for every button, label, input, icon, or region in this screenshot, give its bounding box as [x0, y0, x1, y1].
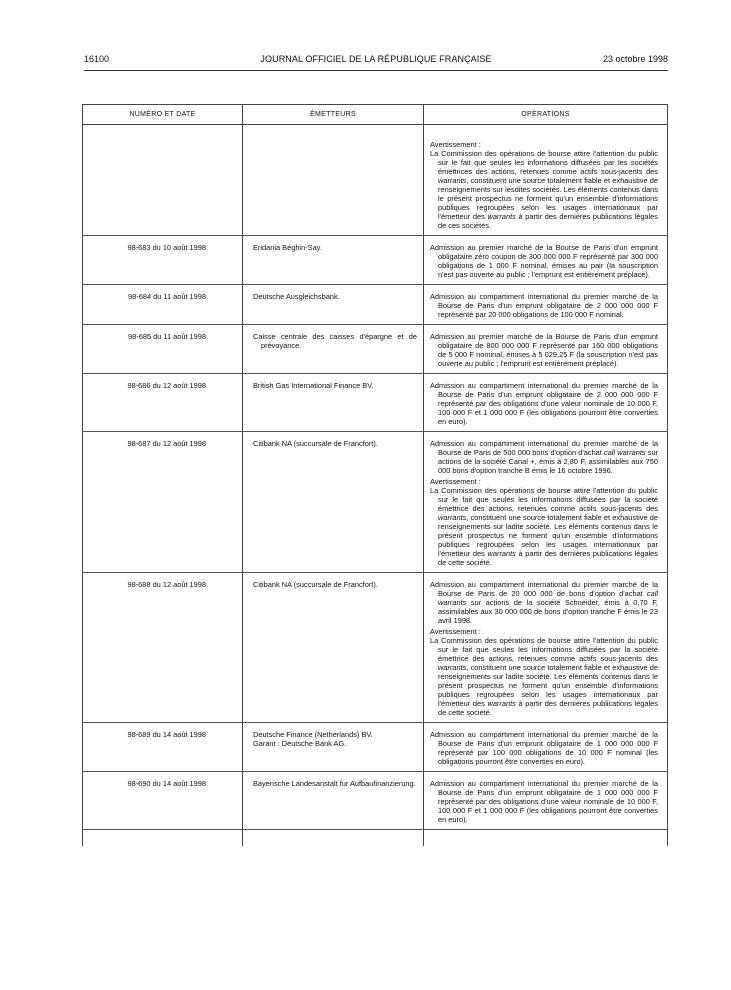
row-emetteur: British Gas International Finance BV.: [253, 381, 374, 390]
empty-cell: [424, 830, 668, 847]
row-numero: 98-689 du 14 août 1998: [83, 723, 243, 772]
row-numero: [83, 125, 243, 236]
row-emetteur-garant: Garant : Deutsche Bank AG.: [253, 739, 347, 748]
table-row: [83, 723, 668, 772]
row-numero: 98-686 du 12 août 1998: [83, 374, 243, 432]
row-emetteur-cell: [243, 325, 424, 374]
row-operation: Admission au premier marché de la Bourse de Paris d'un emprunt obligataire de 800 000 000 F représenté par 160 000 obligations de 5 000 F nominal, émises à 5 029,25 F (la souscription n'est pas ouverte au public ; l'emprunt est entièrement préplacé).: [430, 332, 658, 368]
row-operation-cell: [424, 772, 668, 830]
column-header-numero: NUMÉRO ET DATE: [83, 105, 243, 125]
table-row: [83, 432, 668, 573]
row-emetteur: Caisse centrale des caisses d'épargne et de prévoyance.: [253, 332, 417, 350]
table-row: [83, 236, 668, 285]
avertissement-text: La Commission des opérations de bourse attire l'attention du public sur le fait que seules les informations diffusées par les sociétés émettrices des actions, retenues comme actifs sous-jacents des warrants, constituent une source totalement fiable et exhaustive de renseignements sur lesdites sociétés. Les éléments contenus dans le présent prospectus ne forment qu'un ensemble d'informations publiques regroupées selon les usages internationaux par l'émetteur des warrants à partir des dernières publications légales de ces sociétés.: [430, 149, 658, 230]
table-row: [83, 772, 668, 830]
table-row: [83, 374, 668, 432]
row-operation: Admission au compartiment international du premier marché de la Bourse de Paris d'un emprunt obligataire de 1 000 000 000 F représenté par 100 000 obligations de 10 000 F nominal (les obligations pourront être converties en euro).: [430, 730, 658, 766]
row-operation: Admission au compartiment international du premier marché de la Bourse de Paris d'un emprunt obligataire de 2 000 000 000 F représenté par 20 000 obligations de 100 000 F nominal.: [430, 292, 658, 319]
avertissement-label: Avertissement :: [430, 140, 481, 149]
row-emetteur-cell: [243, 573, 424, 723]
avertissement-text: La Commission des opérations de bourse attire l'attention du public sur le fait que seules les informations diffusées par la société émettrice des actions, retenues comme actifs sous-jacents des warrants, constituent une source totalement fiable et exhaustive de renseignements sur ladite société. Les éléments contenus dans le présent prospectus ne forment qu'un ensemble d'informations publiques regroupées selon les usages internationaux par l'émetteur des warrants à partir des dernières publications légales de cette société.: [430, 636, 658, 717]
table-row: [83, 325, 668, 374]
empty-cell: [243, 830, 424, 847]
row-emetteur: Deutsche Finance (Netherlands) BV.: [253, 730, 373, 739]
avertissement-text: La Commission des opérations de bourse attire l'attention du public sur le fait que seules les informations diffusées par la société émettrice des actions, retenues comme actifs sous-jacents des warrants, constituent une source totalement fiable et exhaustive de renseignements sur ladite société. Les éléments contenus dans le présent prospectus ne forment qu'un ensemble d'informations publiques regroupées selon les usages internationaux par l'émetteur des warrants à partir des dernières publications légales de cette société.: [430, 486, 658, 567]
header-rule: [84, 70, 668, 71]
row-emetteur-cell: [243, 236, 424, 285]
row-numero: 98-687 du 12 août 1998: [83, 432, 243, 573]
row-numero: 98-685 du 11 août 1998: [83, 325, 243, 374]
table-row: [83, 573, 668, 723]
table-body: [83, 125, 668, 847]
row-operation: Admission au compartiment international du premier marché de la Bourse de Paris d'un emprunt obligataire de 1 000 000 000 F représenté par des obligations d'une valeur nominale de 10 000 F, 100 000 F et 1 000 000 F (les obligations pourront être converties en euro).: [430, 779, 658, 824]
row-emetteur-cell: [243, 772, 424, 830]
table-row: [83, 285, 668, 325]
row-emetteur-cell: [243, 374, 424, 432]
row-operation-cell: [424, 374, 668, 432]
page-header: [84, 54, 668, 68]
row-emetteur: Citibank NA (succursale de Francfort).: [253, 580, 378, 589]
row-emetteur: Eridania Béghin-Say.: [253, 243, 322, 252]
row-emetteur-cell: [243, 125, 424, 236]
row-emetteur-cell: [243, 285, 424, 325]
row-operation-cell: [424, 573, 668, 723]
row-operation-cell: [424, 723, 668, 772]
avertissement-label: Avertissement :: [430, 477, 481, 486]
row-operation-cell: [424, 432, 668, 573]
row-operation: Admission au compartiment international du premier marché de la Bourse de Paris de 500 000 bons d'option d'achat call warrants sur actions de la société Canal +, émis à 2,80 F, assimilables aux 750 000 bons d'option tranche B émis le 16 octobre 1996.: [430, 439, 659, 475]
table-row-continuation: [83, 830, 668, 847]
row-emetteur: Bayerische Landesanstalt fur Aufbaufinanzierung.: [253, 779, 416, 788]
row-operation: Admission au compartiment international du premier marché de la Bourse de Paris de 20 000 000 de bons d'option d'achat call warrants sur actions de la société Schneider, émis à 0,70 F, assimilables aux 30 000 000 de bons d'option tranche F émis le 23 avril 1998.: [430, 580, 658, 625]
row-operation-cell: [424, 325, 668, 374]
row-numero: 98-690 du 14 août 1998: [83, 772, 243, 830]
row-operation-cell: [424, 236, 668, 285]
operations-table: [82, 104, 668, 846]
publication-date: 23 octobre 1998: [602, 54, 668, 64]
row-operation: Admission au premier marché de la Bourse de Paris d'un emprunt obligataire zéro coupon de 300 000 000 F représenté par 300 000 obligations de 1 000 F nominal, émises au pair (la souscription n'est pas ouverte au public ; l'emprunt est entièrement préplacé).: [430, 243, 658, 279]
row-operation-cell: [424, 285, 668, 325]
row-numero: 98-688 du 12 août 1998: [83, 573, 243, 723]
column-header-operations: OPÉRATIONS: [424, 105, 668, 125]
row-operation-cell: [424, 125, 668, 236]
row-numero: 98-684 du 11 août 1998: [83, 285, 243, 325]
row-emetteur-cell: [243, 432, 424, 573]
row-emetteur: Citibank NA (succursale de Francfort).: [253, 439, 378, 448]
column-header-emetteurs: ÉMETTEURS: [243, 105, 424, 125]
journal-title: JOURNAL OFFICIEL DE LA RÉPUBLIQUE FRANÇAISE: [260, 54, 492, 64]
avertissement-label: Avertissement :: [430, 627, 481, 636]
table-header-row: [83, 105, 668, 125]
row-emetteur-cell: [243, 723, 424, 772]
table-row: [83, 125, 668, 236]
empty-cell: [83, 830, 243, 847]
row-emetteur: Deutsche Ausgleichsbank.: [253, 292, 340, 301]
row-operation: Admission au compartiment international du premier marché de la Bourse de Paris d'un emprunt obligataire de 2 000 000 000 F représenté par des obligations d'une valeur nominale de 10 000 F, 100 000 F et 1 000 000 F (les obligations pourront être converties en euro).: [430, 381, 658, 426]
row-numero: 98-683 du 10 août 1998: [83, 236, 243, 285]
page-number: 16100: [84, 54, 110, 64]
